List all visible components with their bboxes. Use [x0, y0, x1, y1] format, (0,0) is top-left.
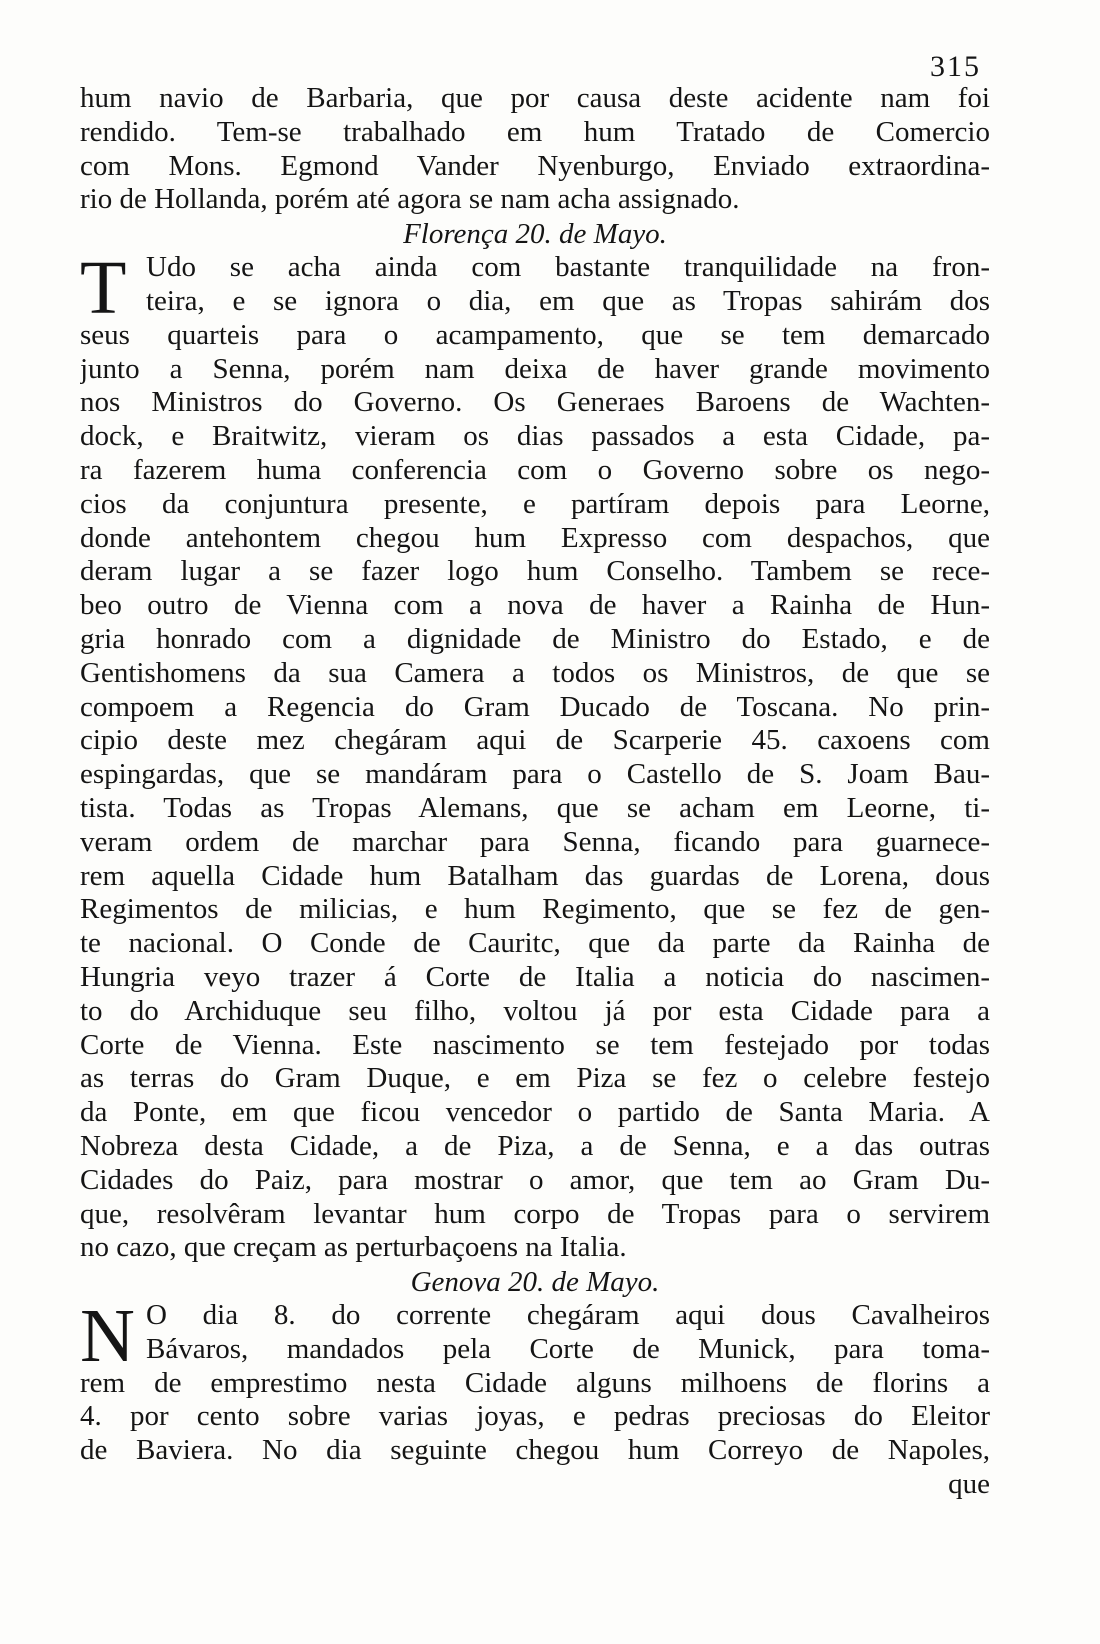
- text-line: te nacional. O Conde de Cauritc, que da parte da Rainha de: [80, 927, 990, 960]
- text-line: Corte de Vienna. Este nascimento se tem festejado por todas: [80, 1028, 990, 1061]
- text-line: compoem a Regencia do Gram Ducado de Toscana. No prin-: [80, 690, 990, 723]
- drop-cap: T: [80, 246, 127, 331]
- text-line: da Ponte, em que ficou vencedor o partido de Santa Maria. A: [80, 1096, 990, 1129]
- text-line: ra fazerem huma conferencia com o Governo sobre os nego-: [80, 453, 990, 486]
- text-line: espingardas, que se mandáram para o Castello de S. Joam Bau-: [80, 758, 990, 791]
- text-line: Nobreza desta Cidade, a de Piza, a de Senna, e a das outras: [80, 1129, 990, 1162]
- genova-paragraph: [80, 1294, 990, 1502]
- text-line: Hungria veyo trazer á Corte de Italia a noticia do nascimen-: [80, 960, 990, 993]
- text-line: rem de emprestimo nesta Cidade alguns milhoens de florins a: [80, 1366, 990, 1399]
- text-line: as terras do Gram Duque, e em Piza se fez o celebre festejo: [80, 1062, 990, 1095]
- text-line: veram ordem de marchar para Senna, ficando para guarnece-: [80, 825, 990, 858]
- text-line: deram lugar a se fazer logo hum Conselho. Tambem se rece-: [80, 555, 990, 588]
- text-line: cios da conjuntura presente, e partíram depois para Leorne,: [80, 487, 990, 520]
- text-line: Bávaros, mandados pela Corte de Munick, para toma-: [146, 1332, 990, 1365]
- text-line: donde antehontem chegou hum Expresso com despachos, que: [80, 521, 990, 554]
- text-line: no cazo, que creçam as perturbaçoens na Italia.: [80, 1231, 627, 1264]
- text-line: Regimentos de milicias, e hum Regimento, que se fez de gen-: [80, 893, 990, 926]
- text-line: com Mons. Egmond Vander Nyenburgo, Enviado extraordina-: [80, 149, 990, 182]
- dateline-florenca: Florença 20. de Mayo.: [403, 218, 667, 251]
- text-line: seus quarteis para o acampamento, que se tem demarcado: [80, 318, 990, 351]
- text-line: rendido. Tem-se trabalhado em hum Tratado de Comercio: [80, 115, 990, 148]
- catchword: que: [948, 1468, 990, 1501]
- text-line: beo outro de Vienna com a nova de haver a Rainha de Hun-: [80, 589, 990, 622]
- text-line: nos Ministros do Governo. Os Generaes Baroens de Wachten-: [80, 386, 990, 419]
- text-line: teira, e se ignora o dia, em que as Tropas sahirám dos: [146, 284, 990, 317]
- text-line: que, resolvêram levantar hum corpo de Tropas para o servirem: [80, 1197, 990, 1230]
- text-line: to do Archiduque seu filho, voltou já por esta Cidade para a: [80, 994, 990, 1027]
- text-line: hum navio de Barbaria, que por causa deste acidente nam foi: [80, 82, 990, 114]
- text-block: [80, 82, 990, 1502]
- text-line: Udo se acha ainda com bastante tranquilidade na fron-: [146, 251, 990, 284]
- text-line: O dia 8. do corrente chegáram aqui dous Cavalheiros: [146, 1299, 990, 1332]
- text-line: junto a Senna, porém nam deixa de haver grande movimento: [80, 352, 990, 385]
- text-line: rio de Hollanda, porém até agora se nam acha assignado.: [80, 183, 740, 216]
- text-line: tista. Todas as Tropas Alemans, que se acham em Leorne, ti-: [80, 791, 990, 824]
- page-number: 315: [930, 50, 981, 83]
- intro-paragraph: [80, 82, 990, 217]
- text-line: rem aquella Cidade hum Batalham das guardas de Lorena, dous: [80, 859, 990, 892]
- text-line: 4. por cento sobre varias joyas, e pedras preciosas do Eleitor: [80, 1400, 990, 1433]
- text-line: dock, e Braitwitz, vieram os dias passados a esta Cidade, pa-: [80, 420, 990, 453]
- text-line: Gentishomens da sua Camera a todos os Ministros, de que se: [80, 656, 990, 689]
- florenca-paragraph: [80, 246, 990, 1265]
- drop-cap: N: [80, 1294, 135, 1379]
- text-line: gria honrado com a dignidade de Ministro do Estado, e de: [80, 622, 990, 655]
- text-line: cipio deste mez chegáram aqui de Scarperie 45. caxoens com: [80, 724, 990, 757]
- text-line: Cidades do Paiz, para mostrar o amor, que tem ao Gram Du-: [80, 1163, 990, 1196]
- dateline-genova: Genova 20. de Mayo.: [410, 1266, 660, 1299]
- text-line: de Baviera. No dia seguinte chegou hum Correyo de Napoles,: [80, 1434, 990, 1467]
